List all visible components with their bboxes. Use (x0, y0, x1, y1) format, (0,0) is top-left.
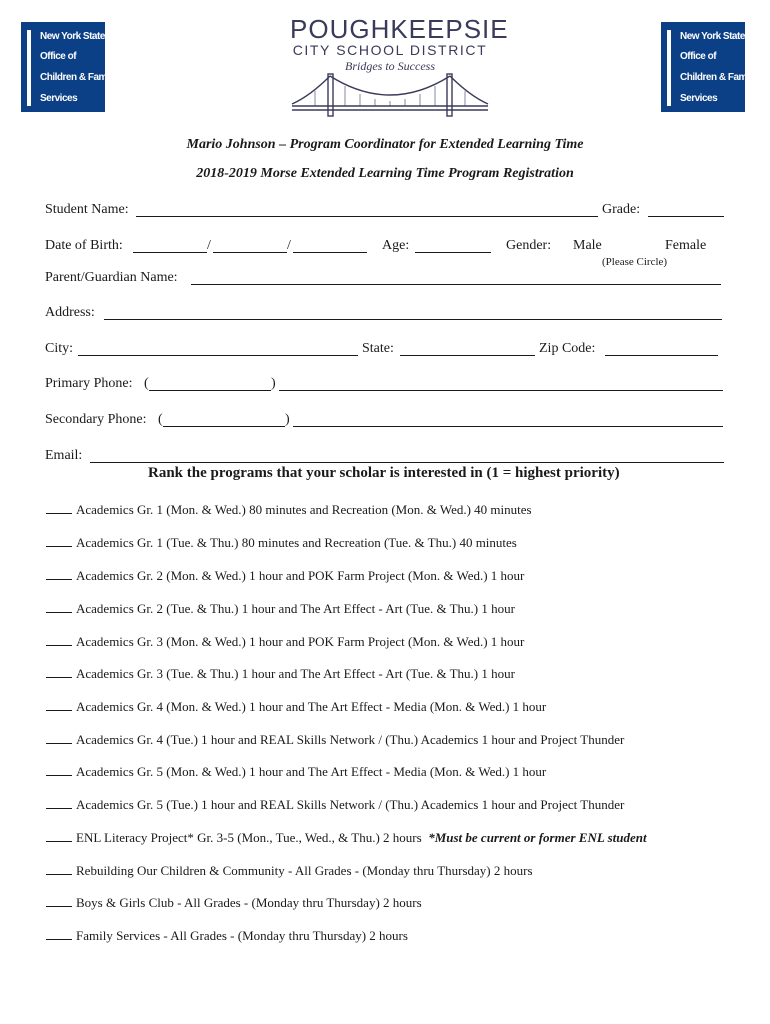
parent-label: Parent/Guardian Name: (45, 270, 178, 285)
primary-phone-area-field[interactable] (149, 376, 271, 391)
program-item: Rebuilding Our Children & Community - All Grades - (Monday thru Thursday) 2 hours (46, 863, 533, 879)
left-logo-line-2: Office of (40, 51, 77, 62)
rank-field[interactable] (46, 666, 72, 678)
program-item: Boys & Girls Club - All Grades - (Monday thru Thursday) 2 hours (46, 895, 422, 911)
secondary-phone-field[interactable] (293, 412, 723, 427)
program-item: Academics Gr. 3 (Mon. & Wed.) 1 hour and POK Farm Project (Mon. & Wed.) 1 hour (46, 634, 524, 650)
primary-phone-open-paren: ( (144, 376, 149, 391)
rank-field[interactable] (46, 797, 72, 809)
please-circle-note: (Please Circle) (602, 256, 668, 268)
primary-phone-field[interactable] (279, 376, 723, 391)
rank-field[interactable] (46, 863, 72, 875)
rank-field[interactable] (46, 732, 72, 744)
address-field[interactable] (104, 305, 722, 320)
right-logo-line-2: Office of (680, 51, 717, 62)
program-item: Academics Gr. 2 (Mon. & Wed.) 1 hour and POK Farm Project (Mon. & Wed.) 1 hour (46, 568, 524, 584)
gender-male-option[interactable]: Male (573, 238, 602, 253)
bridge-icon (290, 70, 490, 120)
state-label: State: (362, 341, 394, 356)
rank-field[interactable] (46, 601, 72, 613)
program-item: Academics Gr. 4 (Mon. & Wed.) 1 hour and The Art Effect - Media (Mon. & Wed.) 1 hour (46, 699, 546, 715)
rank-field[interactable] (46, 502, 72, 514)
right-logo-line-1: New York State (680, 31, 745, 42)
grade-label: Grade: (602, 202, 641, 217)
left-logo-line-3: Children & Family (40, 72, 117, 83)
student-name-field[interactable] (136, 202, 598, 217)
student-name-label: Student Name: (45, 202, 129, 217)
program-item: Academics Gr. 1 (Mon. & Wed.) 80 minutes and Recreation (Mon. & Wed.) 40 minutes (46, 502, 532, 518)
gender-female-option[interactable]: Female (665, 238, 707, 253)
age-label: Age: (382, 238, 410, 253)
district-logo (290, 14, 509, 120)
rank-field[interactable] (46, 568, 72, 580)
district-logo-subtitle: CITY SCHOOL DISTRICT (292, 42, 488, 58)
right-logo-line-4: Services (680, 93, 718, 104)
program-item: Academics Gr. 1 (Tue. & Thu.) 80 minutes and Recreation (Tue. & Thu.) 40 minutes (46, 535, 517, 551)
enl-note: *Must be current or former ENL student (428, 830, 647, 845)
dob-year-field[interactable] (293, 238, 367, 253)
secondary-phone-area-field[interactable] (163, 412, 285, 427)
primary-phone-label: Primary Phone: (45, 376, 133, 391)
zip-label: Zip Code: (539, 341, 596, 356)
rank-field[interactable] (46, 764, 72, 776)
secondary-phone-label: Secondary Phone: (45, 412, 147, 427)
left-logo-line-1: New York State (40, 31, 105, 42)
parent-field[interactable] (191, 270, 721, 285)
program-item: ENL Literacy Project* Gr. 3-5 (Mon., Tue., Wed., & Thu.) 2 hours *Must be current or former ENL student (46, 830, 647, 846)
rank-field[interactable] (46, 535, 72, 547)
city-label: City: (45, 341, 74, 356)
rank-field[interactable] (46, 928, 72, 940)
dob-month-field[interactable] (133, 238, 207, 253)
dob-day-field[interactable] (213, 238, 287, 253)
dob-slash-2: / (287, 238, 291, 253)
coordinator-heading: Mario Johnson – Program Coordinator for Extended Learning Time (186, 137, 584, 152)
left-logo-line-4: Services (40, 93, 78, 104)
program-item: Academics Gr. 5 (Mon. & Wed.) 1 hour and The Art Effect - Media (Mon. & Wed.) 1 hour (46, 764, 546, 780)
zip-field[interactable] (605, 341, 718, 356)
district-logo-title: POUGHKEEPSIE (290, 14, 509, 44)
age-field[interactable] (415, 238, 491, 253)
rank-field[interactable] (46, 634, 72, 646)
gender-label: Gender: (506, 238, 552, 253)
right-logo-line-3: Children & Family (680, 72, 757, 83)
email-label: Email: (45, 448, 83, 463)
program-item: Family Services - All Grades - (Monday thru Thursday) 2 hours (46, 928, 408, 944)
secondary-phone-close-paren: ) (285, 412, 290, 427)
ranking-heading: Rank the programs that your scholar is interested in (1 = highest priority) (148, 465, 620, 481)
right-logo (661, 22, 757, 112)
grade-field[interactable] (648, 202, 724, 217)
city-field[interactable] (78, 341, 358, 356)
program-item: Academics Gr. 4 (Tue.) 1 hour and REAL Skills Network / (Thu.) Academics 1 hour and Project Thunder (46, 732, 624, 748)
program-item: Academics Gr. 5 (Tue.) 1 hour and REAL Skills Network / (Thu.) Academics 1 hour and Project Thunder (46, 797, 624, 813)
secondary-phone-open-paren: ( (158, 412, 163, 427)
registration-title: 2018-2019 Morse Extended Learning Time Program Registration (196, 166, 574, 181)
primary-phone-close-paren: ) (271, 376, 276, 391)
left-logo (21, 22, 117, 112)
district-logo-tagline: Bridges to Success (345, 59, 435, 73)
state-field[interactable] (400, 341, 535, 356)
dob-label: Date of Birth: (45, 238, 123, 253)
program-item: Academics Gr. 2 (Tue. & Thu.) 1 hour and The Art Effect - Art (Tue. & Thu.) 1 hour (46, 601, 515, 617)
address-label: Address: (45, 305, 95, 320)
email-field[interactable] (90, 448, 724, 463)
rank-field[interactable] (46, 699, 72, 711)
dob-slash-1: / (207, 238, 211, 253)
program-item: Academics Gr. 3 (Tue. & Thu.) 1 hour and The Art Effect - Art (Tue. & Thu.) 1 hour (46, 666, 515, 682)
rank-field[interactable] (46, 830, 72, 842)
rank-field[interactable] (46, 895, 72, 907)
